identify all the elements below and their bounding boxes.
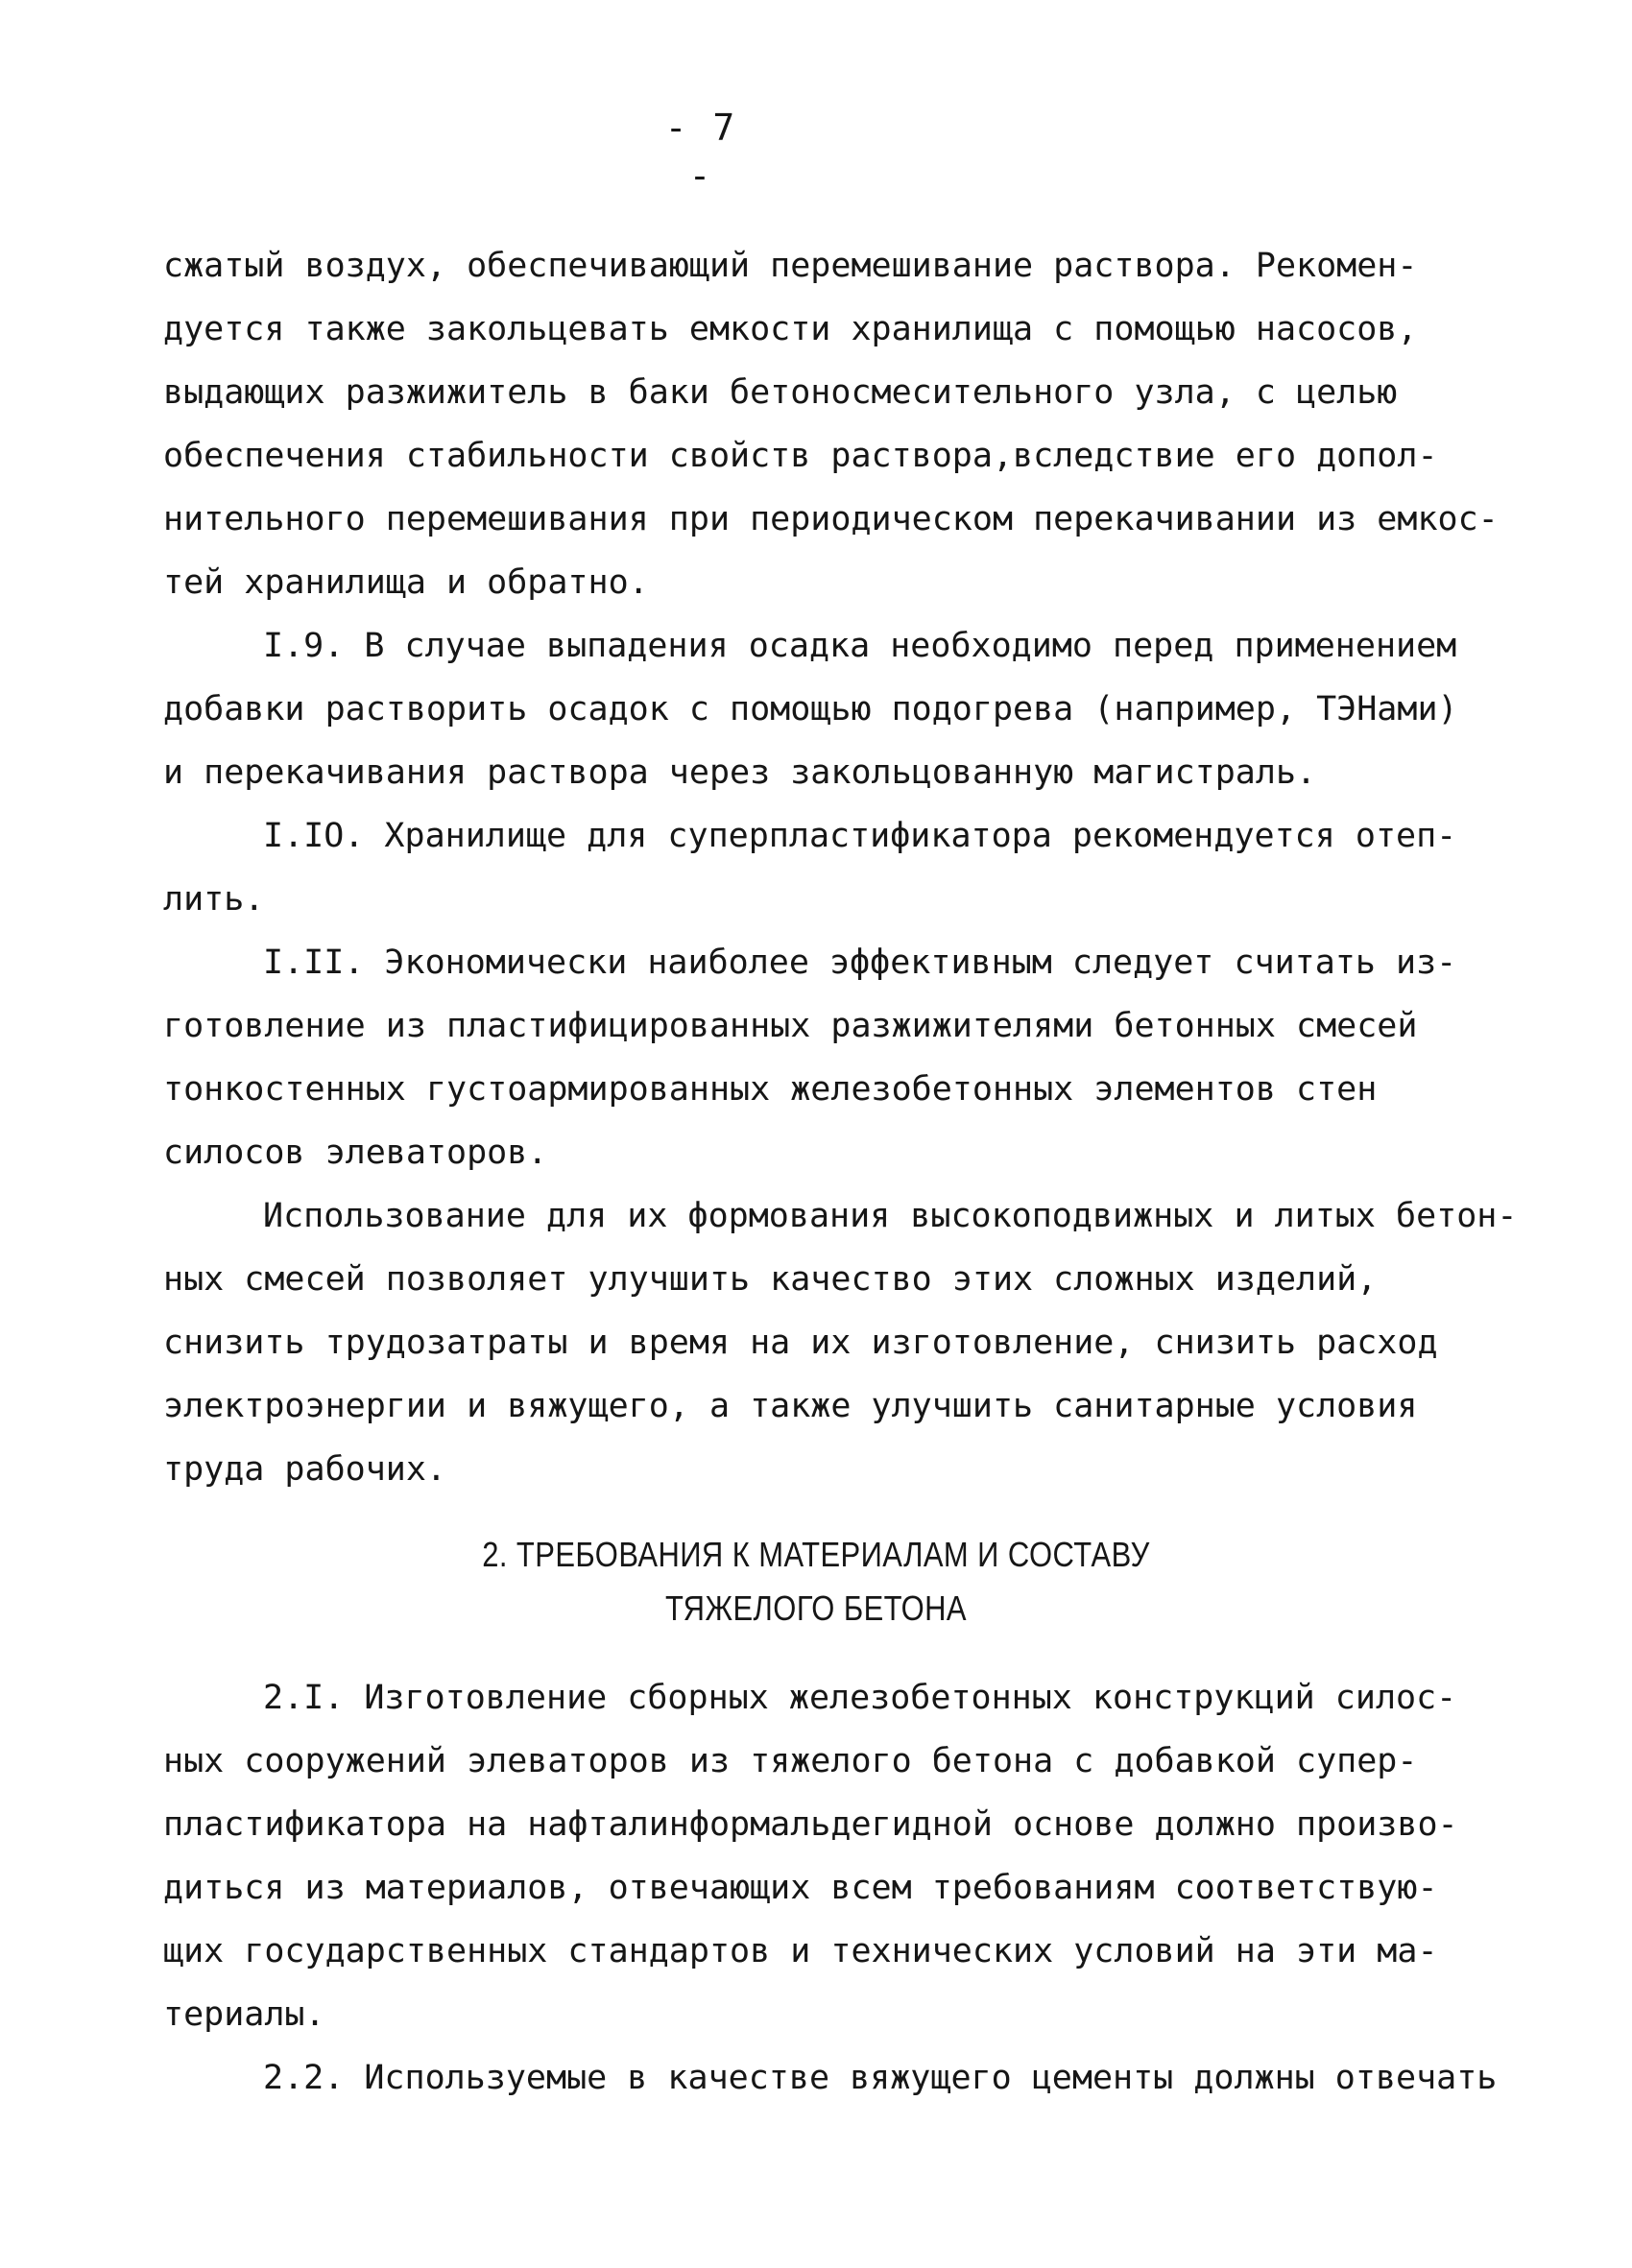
text-line: дуется также закольцевать емкости хранилища с помощью насосов, (163, 310, 1418, 348)
text-line: готовление из пластифицированных разжижителями бетонных смесей (163, 1007, 1418, 1045)
text-line: тей хранилища и обратно. (163, 563, 649, 602)
text-line: ных смесей позволяет улучшить качество этих сложных изделий, (163, 1260, 1378, 1299)
text-line: тонкостенных густоармированных железобетонных элементов стен (163, 1070, 1378, 1109)
text-line: сжатый воздух, обеспечивающий перемешивание раствора. Рекомен- (163, 247, 1418, 285)
paragraph-2-2-start: 2.2. Используемые в качестве вяжущего цементы должны отвечать (263, 2059, 1498, 2097)
text-line: труда рабочих. (163, 1450, 447, 1489)
paragraph-2-1-start: 2.I. Изготовление сборных железобетонных конструкций силос- (263, 1679, 1457, 1717)
section-heading-line-1: 2. ТРЕБОВАНИЯ К МАТЕРИАЛАМ И СОСТАВУ (482, 1535, 1150, 1574)
paragraph-usage-start: Использование для их формования высокоподвижных и литых бетон- (263, 1197, 1518, 1235)
page-number: - 7 - (664, 107, 737, 197)
text-line: электроэнергии и вяжущего, а также улучшить санитарные условия (163, 1387, 1418, 1425)
text-line: и перекачивания раствора через закольцованную магистраль. (163, 753, 1317, 792)
text-line: выдающих разжижитель в баки бетоносмесительного узла, с целью (163, 373, 1398, 412)
body-text-block-2 (163, 1666, 1498, 2110)
text-line: пластификатора на нафталинформальдегидной основе должно произво- (163, 1805, 1458, 1844)
text-line: добавки растворить осадок с помощью подогрева (например, ТЭНами) (163, 690, 1458, 728)
text-line: нительного перемешивания при периодическом перекачивании из емкос- (163, 500, 1499, 538)
text-line: лить. (163, 880, 265, 919)
text-line: териалы. (163, 1995, 325, 2034)
text-line: снизить трудозатраты и время на их изготовление, снизить расход (163, 1324, 1438, 1362)
section-heading-line-2: ТЯЖЕЛОГО БЕТОНА (665, 1588, 967, 1628)
paragraph-1-11-start: I.II. Экономически наиболее эффективным следует считать из- (263, 943, 1457, 982)
paragraph-1-9-start: I.9. В случае выпадения осадка необходимо перед применением (263, 627, 1457, 665)
text-line: обеспечения стабильности свойств раствора,вследствие его допол- (163, 437, 1438, 475)
text-line: диться из материалов, отвечающих всем требованиям соответствую- (163, 1869, 1438, 1907)
section-heading (362, 1528, 1270, 1635)
text-line: ных сооружений элеваторов из тяжелого бетона с добавкой супер- (163, 1742, 1418, 1780)
paragraph-1-10-start: I.IO. Хранилище для суперпластификатора рекомендуется отеп- (263, 817, 1457, 855)
text-line: щих государственных стандартов и технических условий на эти ма- (163, 1932, 1438, 1970)
body-text-block-1 (163, 234, 1518, 1501)
text-line: силосов элеваторов. (163, 1134, 548, 1172)
